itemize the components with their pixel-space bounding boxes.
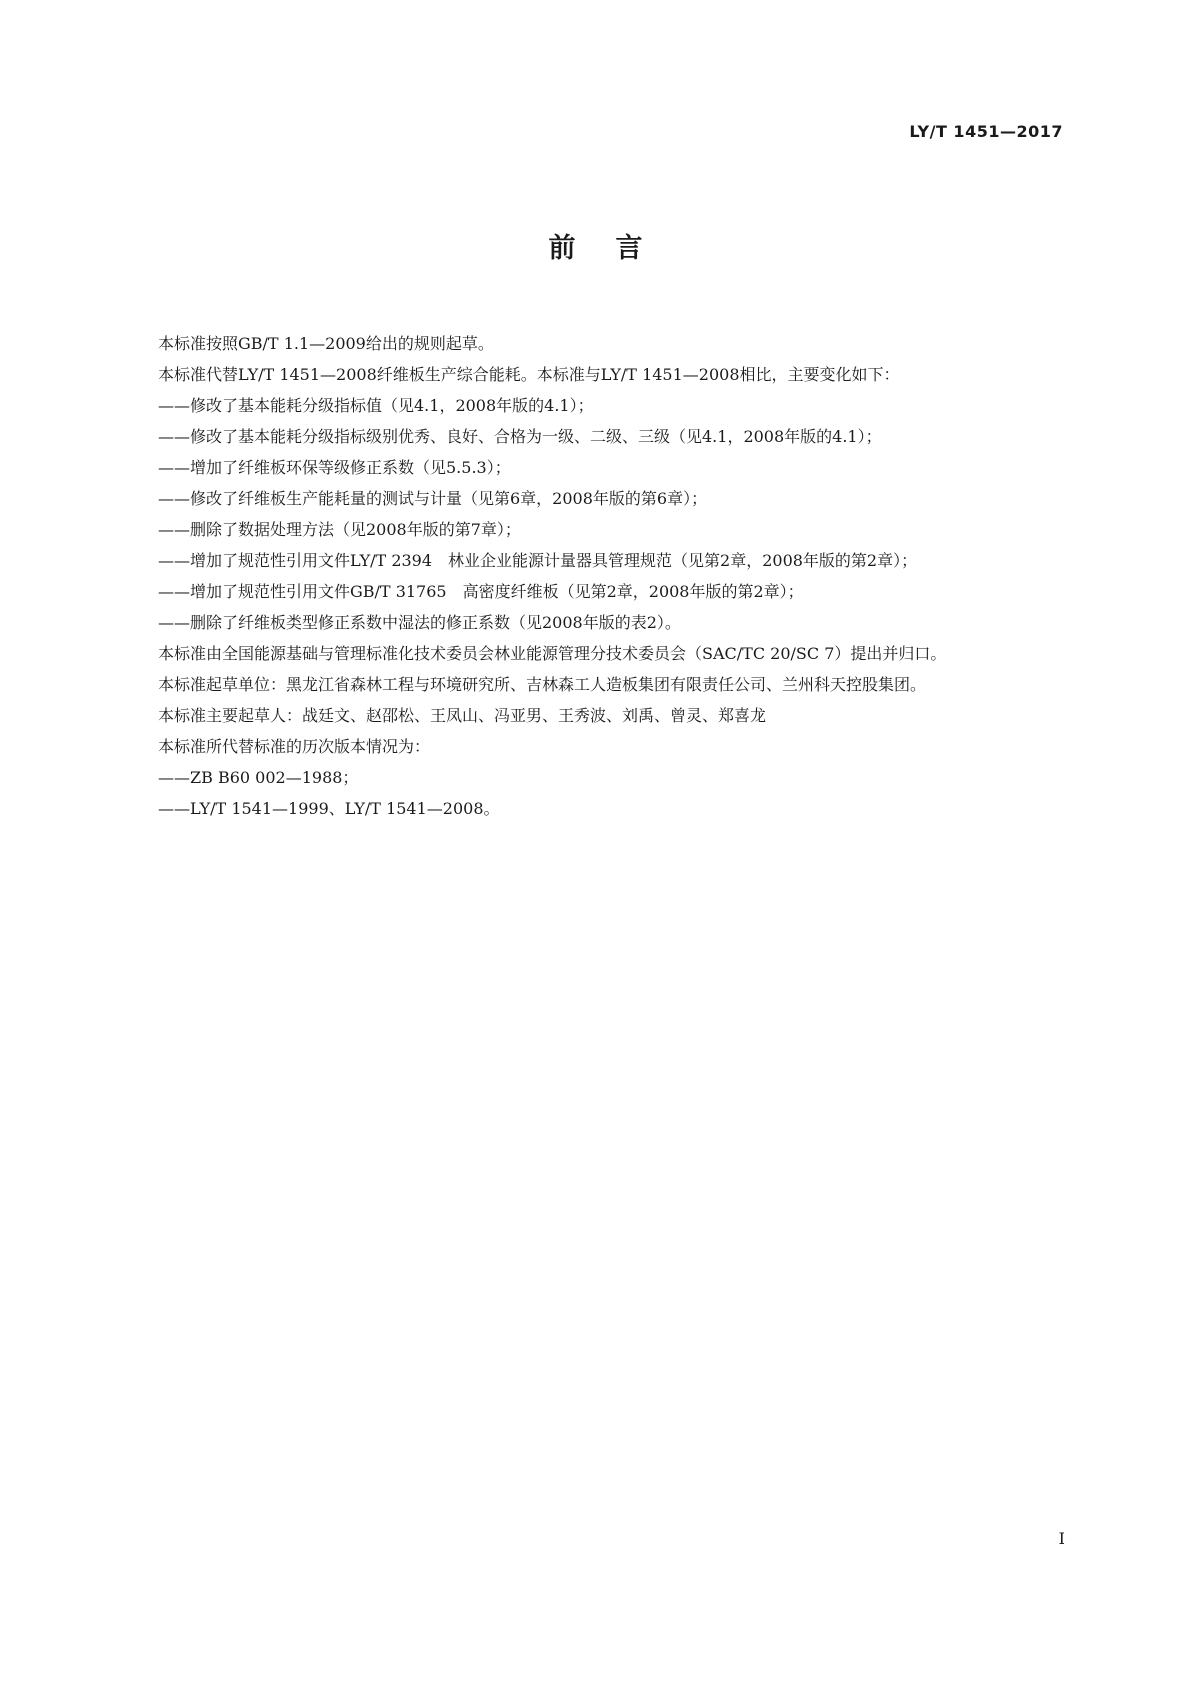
change-item: ——修改了基本能耗分级指标级别优秀、良好、合格为一级、二级、三级（见4.1，2008年版的4.1）； — [158, 427, 882, 446]
change-item: ——增加了规范性引用文件GB/T 31765 高密度纤维板（见第2章，2008年版的第2章）； — [158, 582, 804, 601]
page-title: 前言 — [548, 233, 683, 264]
paragraph-replacement: 本标准代替LY/T 1451—2008纤维板生产综合能耗。本标准与LY/T 1451—2008相比，主要变化如下： — [158, 365, 900, 384]
paragraph-proposer: 本标准由全国能源基础与管理标准化技术委员会林业能源管理分技术委员会（SAC/TC 20/SC 7）提出并归口。 — [158, 644, 947, 663]
change-item: ——增加了纤维板环保等级修正系数（见5.5.3）； — [158, 458, 511, 477]
history-item: ——LY/T 1541—1999、LY/T 1541—2008。 — [158, 799, 500, 818]
history-item: ——ZB B60 002—1988； — [158, 768, 359, 787]
paragraph-drafting-units: 本标准起草单位：黑龙江省森林工程与环境研究所、吉林森工人造板集团有限责任公司、兰州科天控股集团。 — [158, 675, 927, 694]
change-item: ——修改了基本能耗分级指标值（见4.1，2008年版的4.1）； — [158, 396, 594, 415]
standard-code: LY/T 1451—2017 — [909, 122, 1063, 141]
change-item: ——增加了规范性引用文件LY/T 2394 林业企业能源计量器具管理规范（见第2章，2008年版的第2章）； — [158, 551, 918, 570]
page-number: I — [1058, 1529, 1065, 1548]
paragraph-drafting-rules: 本标准按照GB/T 1.1—2009给出的规则起草。 — [158, 334, 494, 353]
paragraph-history-intro: 本标准所代替标准的历次版本情况为： — [158, 737, 431, 756]
document-body — [126, 328, 1064, 824]
paragraph-drafters: 本标准主要起草人：战廷文、赵邵松、王凤山、冯亚男、王秀波、刘禹、曾灵、郑喜龙 — [158, 706, 767, 725]
change-item: ——修改了纤维板生产能耗量的测试与计量（见第6章，2008年版的第6章）； — [158, 489, 708, 508]
change-item: ——删除了纤维板类型修正系数中湿法的修正系数（见2008年版的表2）。 — [158, 613, 681, 632]
change-item: ——删除了数据处理方法（见2008年版的第7章）； — [158, 520, 521, 539]
